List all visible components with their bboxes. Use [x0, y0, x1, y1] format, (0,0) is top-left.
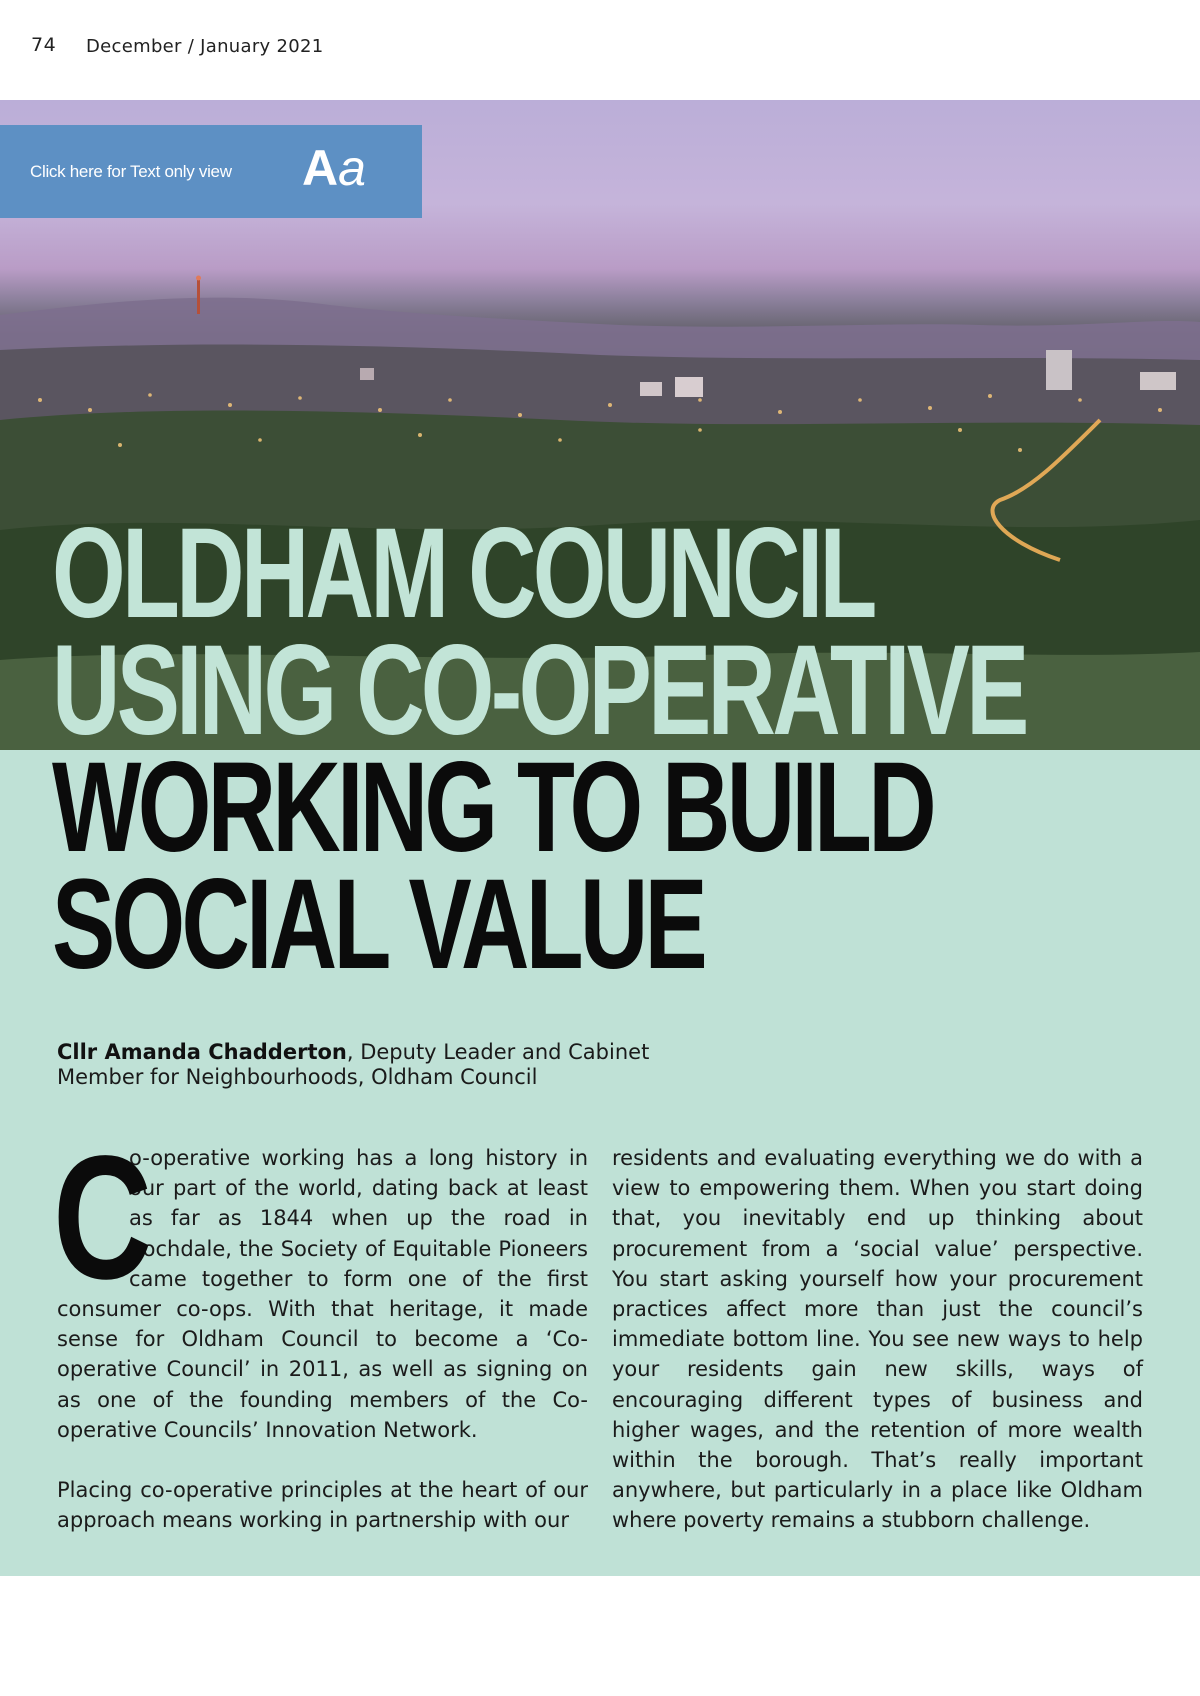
- headline-line-4: SOCIAL VALUE: [52, 853, 705, 996]
- paragraph-1-text: o-operative working has a long history in our part of the world, dating back at least as far as 1844 when up the road in Rochdale, the Society of Equitable Pioneers came together to form one of the first consumer co-ops. With that heritage, it made sense for Oldham Council to become a ‘Co-operative Council’ in 2011, as well as signing on as one of the founding members of the Co-operative Councils’ Innovation Network.: [57, 1146, 588, 1442]
- issue-date: December / January 2021: [86, 36, 324, 57]
- article-paragraph-2-part-2: [612, 1143, 1143, 1536]
- article-column-right: [612, 1143, 1143, 1536]
- author-role-line-2: Member for Neighbourhoods, Oldham Council: [57, 1065, 538, 1089]
- author-name: Cllr Amanda Chadderton: [57, 1040, 347, 1064]
- page-header: [0, 0, 1200, 100]
- author-role-line-1: , Deputy Leader and Cabinet: [346, 1040, 650, 1064]
- headline-line-2: USING CO-OPERATIVE: [52, 619, 1026, 762]
- author-byline: [57, 1040, 677, 1090]
- paragraph-2-text-left: Placing co-operative principles at the heart of our approach means working in partnership with our: [57, 1478, 588, 1533]
- article-paragraph-1: [53, 1120, 588, 1445]
- article-paragraph-2-part-1: [57, 1475, 588, 1535]
- headline-line-1: OLDHAM COUNCIL: [52, 502, 874, 645]
- text-only-view-button[interactable]: [0, 125, 422, 218]
- drop-cap: C: [53, 1120, 153, 1316]
- article-column-left: [53, 1120, 588, 1535]
- text-only-view-label: Click here for Text only view: [30, 162, 232, 181]
- text-size-icon: [302, 140, 366, 196]
- article-headline: [52, 502, 1026, 996]
- headline-line-3: WORKING TO BUILD: [52, 736, 933, 879]
- paragraph-2-text-right: residents and evaluating everything we do with a view to empowering them. When you start doing that, you inevitably end up thinking about procurement from a ‘social value’ perspective. You start asking yourself how your procurement practices affect more than just the council’s immediate bottom line. You see new ways to help your residents gain new skills, ways of encouraging different types of business and higher wages, and the retention of more wealth within the borough. That’s really important anywhere, but particularly in a place like Oldham where poverty remains a stubborn challenge.: [612, 1146, 1143, 1533]
- page-number: 74: [31, 34, 57, 56]
- text-size-icon-lower: a: [338, 140, 366, 196]
- text-size-icon-upper: A: [302, 140, 339, 196]
